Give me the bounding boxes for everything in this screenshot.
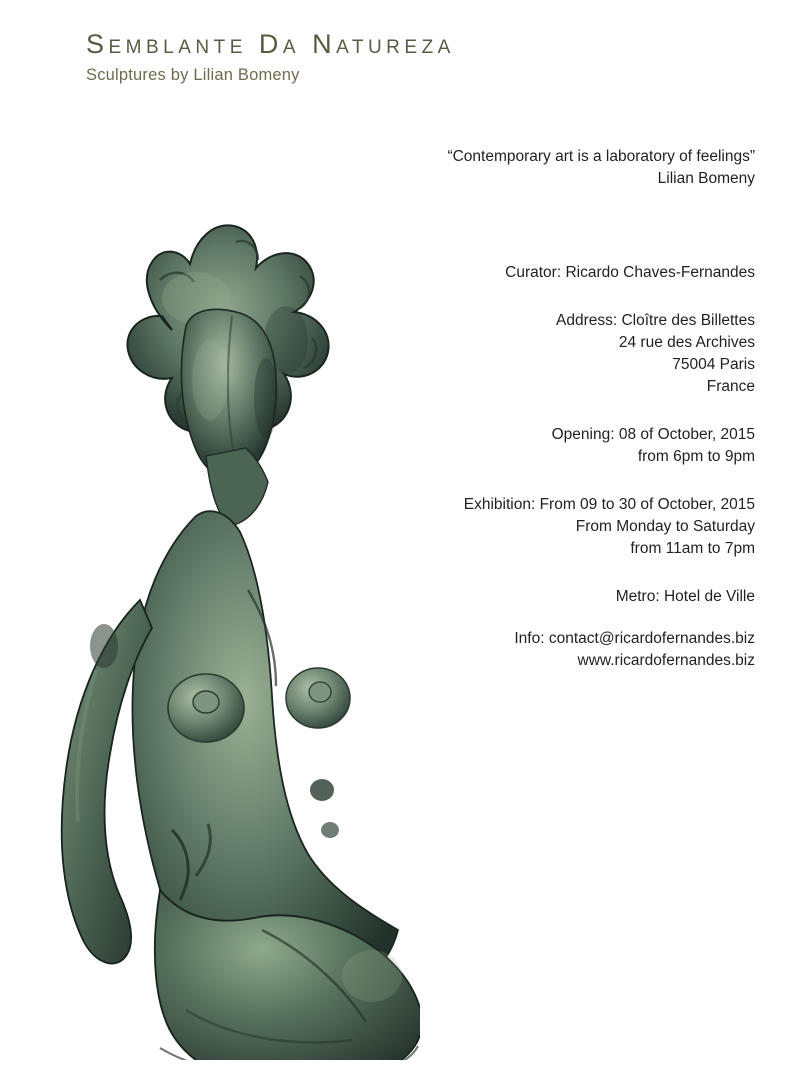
exhibition-line-1: Exhibition: From 09 to 30 of October, 2015 [463, 496, 755, 513]
address-block [335, 310, 755, 398]
exhibition-line-2: From Monday to Saturday [575, 518, 755, 535]
curator-line: Curator: Ricardo Chaves-Fernandes [505, 264, 755, 281]
curator-block [335, 262, 755, 284]
spacer [335, 398, 755, 424]
contact-email-line: Info: contact@ricardofernandes.biz [514, 630, 755, 647]
opening-line-2: from 6pm to 9pm [637, 448, 755, 465]
metro-line: Metro: Hotel de Ville [615, 588, 755, 605]
address-line-2: 24 rue des Archives [618, 334, 755, 351]
metro-block [335, 586, 755, 608]
spacer [335, 284, 755, 310]
opening-block [335, 424, 755, 468]
spacer [335, 190, 755, 262]
opening-line-1: Opening: 08 of October, 2015 [551, 426, 755, 443]
address-line-3: 75004 Paris [672, 356, 755, 373]
poster-header [86, 30, 606, 85]
address-line-4: France [706, 378, 755, 395]
page-title: Semblante Da Natureza [86, 29, 455, 59]
quote-block [335, 146, 755, 190]
exhibition-line-3: from 11am to 7pm [630, 540, 755, 557]
sculpture-legs [155, 890, 420, 1060]
exhibition-dates-block [335, 494, 755, 560]
quote-text: “Contemporary art is a laboratory of feelings” [447, 148, 755, 165]
contact-website-line[interactable]: www.ricardofernandes.biz [577, 652, 755, 669]
spacer [335, 468, 755, 494]
quote-author: Lilian Bomeny [657, 170, 755, 187]
page-subtitle: Sculptures by Lilian Bomeny [86, 65, 300, 84]
spacer [335, 608, 755, 628]
address-line-1: Address: Cloître des Billettes [555, 312, 755, 329]
contact-block [335, 628, 755, 672]
spacer [335, 560, 755, 586]
exhibition-info [335, 146, 755, 672]
